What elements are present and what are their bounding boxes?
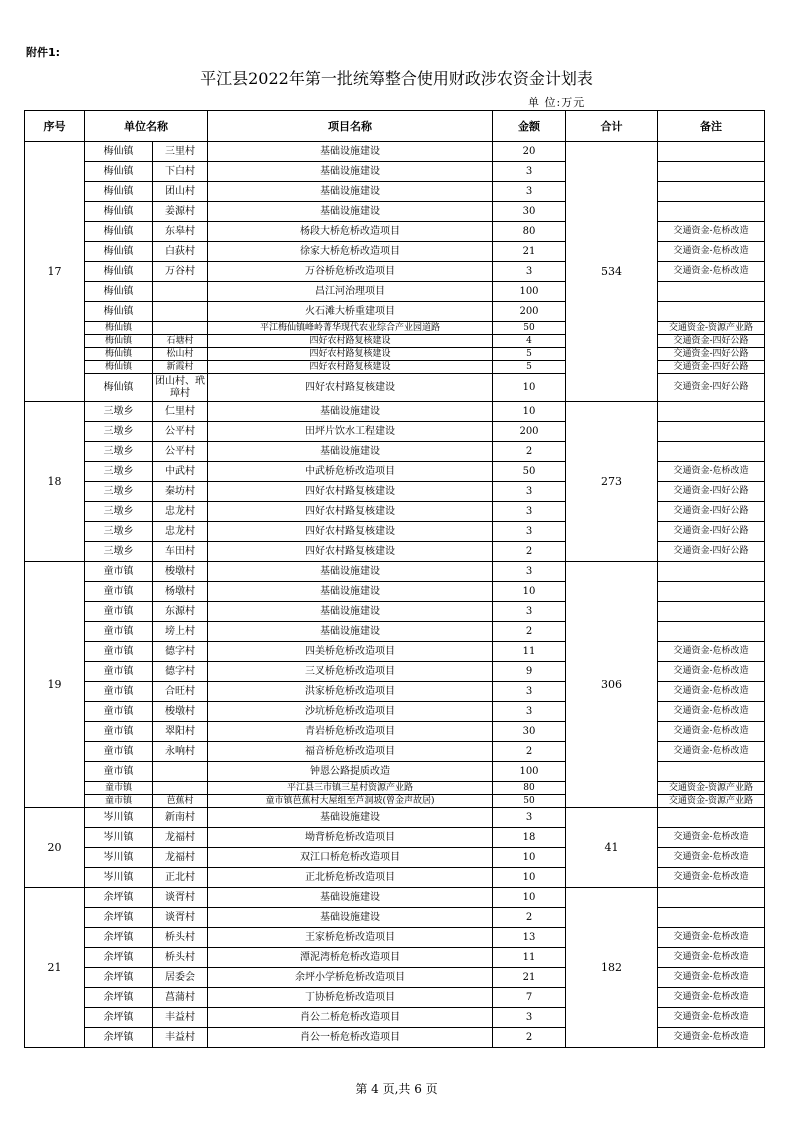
row-town: 三墩乡 bbox=[85, 522, 153, 542]
row-village bbox=[153, 302, 208, 322]
row-project: 昌江河治理项目 bbox=[208, 282, 493, 302]
row-note: 交通资金-危桥改造 bbox=[658, 462, 765, 482]
row-note: 交通资金-危桥改造 bbox=[658, 642, 765, 662]
row-note bbox=[658, 622, 765, 642]
row-project: 肖公二桥危桥改造项目 bbox=[208, 1008, 493, 1028]
table-body bbox=[25, 142, 765, 1048]
row-amount: 2 bbox=[493, 442, 566, 462]
row-town: 余坪镇 bbox=[85, 968, 153, 988]
row-town: 梅仙镇 bbox=[85, 242, 153, 262]
row-village: 梭墩村 bbox=[153, 562, 208, 582]
row-village: 丰益村 bbox=[153, 1028, 208, 1048]
row-project: 基础设施建设 bbox=[208, 622, 493, 642]
row-project: 潭泥湾桥危桥改造项目 bbox=[208, 948, 493, 968]
row-note bbox=[658, 602, 765, 622]
row-note bbox=[658, 202, 765, 222]
row-amount: 10 bbox=[493, 402, 566, 422]
row-village: 万谷村 bbox=[153, 262, 208, 282]
row-amount: 21 bbox=[493, 968, 566, 988]
row-amount: 11 bbox=[493, 642, 566, 662]
row-town: 三墩乡 bbox=[85, 502, 153, 522]
row-amount: 3 bbox=[493, 682, 566, 702]
row-note: 交通资金-危桥改造 bbox=[658, 988, 765, 1008]
row-project: 基础设施建设 bbox=[208, 162, 493, 182]
row-note: 交通资金-危桥改造 bbox=[658, 828, 765, 848]
row-amount: 3 bbox=[493, 482, 566, 502]
row-total: 273 bbox=[566, 402, 658, 562]
row-town: 三墩乡 bbox=[85, 422, 153, 442]
row-note: 交通资金-四好公路 bbox=[658, 542, 765, 562]
row-amount: 10 bbox=[493, 848, 566, 868]
row-project: 基础设施建设 bbox=[208, 182, 493, 202]
row-project: 福音桥危桥改造项目 bbox=[208, 742, 493, 762]
row-project: 基础设施建设 bbox=[208, 808, 493, 828]
row-town: 梅仙镇 bbox=[85, 282, 153, 302]
row-seq: 18 bbox=[25, 402, 85, 562]
row-village: 姜源村 bbox=[153, 202, 208, 222]
row-village: 合旺村 bbox=[153, 682, 208, 702]
row-project: 基础设施建设 bbox=[208, 402, 493, 422]
row-village bbox=[153, 322, 208, 335]
row-town: 梅仙镇 bbox=[85, 262, 153, 282]
row-amount: 3 bbox=[493, 808, 566, 828]
table-row bbox=[25, 562, 765, 582]
row-village: 石塘村 bbox=[153, 335, 208, 348]
row-project: 四好农村路复核建设 bbox=[208, 348, 493, 361]
row-amount: 2 bbox=[493, 622, 566, 642]
row-village: 桥头村 bbox=[153, 928, 208, 948]
row-town: 余坪镇 bbox=[85, 928, 153, 948]
row-amount: 7 bbox=[493, 988, 566, 1008]
row-town: 三墩乡 bbox=[85, 462, 153, 482]
row-note bbox=[658, 888, 765, 908]
row-note: 交通资金-四好公路 bbox=[658, 335, 765, 348]
row-project: 中武桥危桥改造项目 bbox=[208, 462, 493, 482]
row-village: 白荻村 bbox=[153, 242, 208, 262]
row-town: 童市镇 bbox=[85, 662, 153, 682]
row-town: 梅仙镇 bbox=[85, 142, 153, 162]
row-village: 翠阳村 bbox=[153, 722, 208, 742]
row-village: 仁里村 bbox=[153, 402, 208, 422]
row-note bbox=[658, 442, 765, 462]
row-town: 三墩乡 bbox=[85, 402, 153, 422]
row-amount: 100 bbox=[493, 282, 566, 302]
row-town: 余坪镇 bbox=[85, 888, 153, 908]
row-note: 交通资金-危桥改造 bbox=[658, 868, 765, 888]
row-village: 谈胥村 bbox=[153, 888, 208, 908]
row-project: 火石滩大桥重建项目 bbox=[208, 302, 493, 322]
row-town: 三墩乡 bbox=[85, 542, 153, 562]
row-amount: 3 bbox=[493, 262, 566, 282]
row-note: 交通资金-四好公路 bbox=[658, 482, 765, 502]
row-note bbox=[658, 762, 765, 782]
row-note: 交通资金-资源产业路 bbox=[658, 322, 765, 335]
unit-label: 单 位:万元 bbox=[528, 96, 586, 109]
row-village: 德字村 bbox=[153, 662, 208, 682]
row-town: 童市镇 bbox=[85, 582, 153, 602]
row-village: 团山村、玳璋村 bbox=[153, 374, 208, 402]
row-amount: 80 bbox=[493, 782, 566, 795]
row-village: 松山村 bbox=[153, 348, 208, 361]
row-amount: 3 bbox=[493, 182, 566, 202]
row-project: 双江口桥危桥改造项目 bbox=[208, 848, 493, 868]
row-amount: 18 bbox=[493, 828, 566, 848]
row-project: 四好农村路复核建设 bbox=[208, 542, 493, 562]
row-village: 秦坊村 bbox=[153, 482, 208, 502]
row-note bbox=[658, 162, 765, 182]
row-note: 交通资金-四好公路 bbox=[658, 502, 765, 522]
row-total: 534 bbox=[566, 142, 658, 402]
row-amount: 13 bbox=[493, 928, 566, 948]
row-project: 坳背桥危桥改造项目 bbox=[208, 828, 493, 848]
row-amount: 200 bbox=[493, 302, 566, 322]
row-project: 余坪小学桥危桥改造项目 bbox=[208, 968, 493, 988]
row-project: 青岩桥危桥改造项目 bbox=[208, 722, 493, 742]
row-town: 梅仙镇 bbox=[85, 222, 153, 242]
header-project: 项目名称 bbox=[208, 111, 493, 142]
row-project: 四好农村路复核建设 bbox=[208, 522, 493, 542]
row-project: 三叉桥危桥改造项目 bbox=[208, 662, 493, 682]
row-village bbox=[153, 762, 208, 782]
row-total: 41 bbox=[566, 808, 658, 888]
row-town: 梅仙镇 bbox=[85, 322, 153, 335]
row-town: 三墩乡 bbox=[85, 482, 153, 502]
table-row bbox=[25, 142, 765, 162]
row-project: 四好农村路复核建设 bbox=[208, 335, 493, 348]
row-amount: 11 bbox=[493, 948, 566, 968]
row-amount: 4 bbox=[493, 335, 566, 348]
row-project: 田坪片饮水工程建设 bbox=[208, 422, 493, 442]
row-project: 童市镇芭蕉村大屋组至芦洞坡(曾金声故居) bbox=[208, 795, 493, 808]
page-footer: 第 4 页,共 6 页 bbox=[355, 1082, 438, 1096]
row-note: 交通资金-危桥改造 bbox=[658, 928, 765, 948]
row-village: 中武村 bbox=[153, 462, 208, 482]
fund-plan-table bbox=[24, 110, 765, 1048]
row-village: 居委会 bbox=[153, 968, 208, 988]
row-town: 岑川镇 bbox=[85, 828, 153, 848]
row-town: 梅仙镇 bbox=[85, 348, 153, 361]
row-project: 肖公一桥危桥改造项目 bbox=[208, 1028, 493, 1048]
row-village: 车田村 bbox=[153, 542, 208, 562]
row-project: 基础设施建设 bbox=[208, 562, 493, 582]
row-village: 下白村 bbox=[153, 162, 208, 182]
header-total: 合计 bbox=[566, 111, 658, 142]
row-town: 童市镇 bbox=[85, 762, 153, 782]
row-note: 交通资金-危桥改造 bbox=[658, 242, 765, 262]
row-town: 梅仙镇 bbox=[85, 162, 153, 182]
row-village: 三里村 bbox=[153, 142, 208, 162]
row-project: 丁协桥危桥改造项目 bbox=[208, 988, 493, 1008]
row-project: 基础设施建设 bbox=[208, 442, 493, 462]
row-village: 塝上村 bbox=[153, 622, 208, 642]
row-amount: 2 bbox=[493, 742, 566, 762]
row-amount: 3 bbox=[493, 562, 566, 582]
row-note bbox=[658, 282, 765, 302]
row-note: 交通资金-危桥改造 bbox=[658, 968, 765, 988]
row-note bbox=[658, 402, 765, 422]
header-note: 备注 bbox=[658, 111, 765, 142]
row-note bbox=[658, 562, 765, 582]
row-amount: 2 bbox=[493, 908, 566, 928]
row-project: 基础设施建设 bbox=[208, 888, 493, 908]
row-town: 童市镇 bbox=[85, 562, 153, 582]
row-note: 交通资金-危桥改造 bbox=[658, 1008, 765, 1028]
row-seq: 20 bbox=[25, 808, 85, 888]
row-amount: 30 bbox=[493, 722, 566, 742]
row-village: 东皋村 bbox=[153, 222, 208, 242]
row-note bbox=[658, 422, 765, 442]
row-amount: 3 bbox=[493, 1008, 566, 1028]
header-seq: 序号 bbox=[25, 111, 85, 142]
row-total: 182 bbox=[566, 888, 658, 1048]
row-town: 童市镇 bbox=[85, 622, 153, 642]
row-amount: 5 bbox=[493, 348, 566, 361]
row-note bbox=[658, 182, 765, 202]
row-project: 万谷桥危桥改造项目 bbox=[208, 262, 493, 282]
row-note: 交通资金-危桥改造 bbox=[658, 222, 765, 242]
row-amount: 10 bbox=[493, 888, 566, 908]
row-amount: 200 bbox=[493, 422, 566, 442]
row-town: 童市镇 bbox=[85, 782, 153, 795]
row-village: 谈胥村 bbox=[153, 908, 208, 928]
table-row bbox=[25, 888, 765, 908]
row-project: 四美桥危桥改造项目 bbox=[208, 642, 493, 662]
row-town: 岑川镇 bbox=[85, 848, 153, 868]
row-town: 梅仙镇 bbox=[85, 361, 153, 374]
row-amount: 3 bbox=[493, 502, 566, 522]
header-amount: 金额 bbox=[493, 111, 566, 142]
row-village: 公平村 bbox=[153, 422, 208, 442]
row-village: 龙福村 bbox=[153, 848, 208, 868]
row-amount: 50 bbox=[493, 462, 566, 482]
table-row bbox=[25, 808, 765, 828]
row-amount: 10 bbox=[493, 582, 566, 602]
row-village: 正北村 bbox=[153, 868, 208, 888]
row-village bbox=[153, 782, 208, 795]
row-town: 童市镇 bbox=[85, 795, 153, 808]
row-town: 余坪镇 bbox=[85, 988, 153, 1008]
row-village: 新霞村 bbox=[153, 361, 208, 374]
row-project: 四好农村路复核建设 bbox=[208, 374, 493, 402]
row-seq: 17 bbox=[25, 142, 85, 402]
row-amount: 9 bbox=[493, 662, 566, 682]
row-amount: 5 bbox=[493, 361, 566, 374]
row-note: 交通资金-危桥改造 bbox=[658, 262, 765, 282]
row-note: 交通资金-危桥改造 bbox=[658, 742, 765, 762]
row-total: 306 bbox=[566, 562, 658, 808]
row-note: 交通资金-危桥改造 bbox=[658, 662, 765, 682]
row-project: 四好农村路复核建设 bbox=[208, 482, 493, 502]
row-town: 梅仙镇 bbox=[85, 182, 153, 202]
row-amount: 3 bbox=[493, 702, 566, 722]
row-town: 童市镇 bbox=[85, 602, 153, 622]
row-note: 交通资金-四好公路 bbox=[658, 374, 765, 402]
row-project: 四好农村路复核建设 bbox=[208, 361, 493, 374]
row-project: 平江梅仙镇峰岭菁华现代农业综合产业园道路 bbox=[208, 322, 493, 335]
row-note: 交通资金-危桥改造 bbox=[658, 702, 765, 722]
row-project: 正北桥危桥改造项目 bbox=[208, 868, 493, 888]
table-row bbox=[25, 402, 765, 422]
row-note bbox=[658, 142, 765, 162]
row-town: 梅仙镇 bbox=[85, 202, 153, 222]
row-village: 龙福村 bbox=[153, 828, 208, 848]
row-town: 余坪镇 bbox=[85, 1028, 153, 1048]
row-amount: 20 bbox=[493, 142, 566, 162]
row-note: 交通资金-危桥改造 bbox=[658, 948, 765, 968]
attachment-label: 附件1: bbox=[26, 46, 61, 59]
row-town: 余坪镇 bbox=[85, 948, 153, 968]
row-seq: 19 bbox=[25, 562, 85, 808]
row-note: 交通资金-危桥改造 bbox=[658, 722, 765, 742]
row-project: 基础设施建设 bbox=[208, 142, 493, 162]
row-town: 梅仙镇 bbox=[85, 335, 153, 348]
header-unit: 单位名称 bbox=[85, 111, 208, 142]
row-project: 徐家大桥危桥改造项目 bbox=[208, 242, 493, 262]
row-town: 童市镇 bbox=[85, 702, 153, 722]
row-amount: 10 bbox=[493, 374, 566, 402]
row-village: 团山村 bbox=[153, 182, 208, 202]
row-project: 平江县三市镇三星村资源产业路 bbox=[208, 782, 493, 795]
row-village: 菖蒲村 bbox=[153, 988, 208, 1008]
row-project: 沙坑桥危桥改造项目 bbox=[208, 702, 493, 722]
row-town: 童市镇 bbox=[85, 742, 153, 762]
row-project: 杨段大桥危桥改造项目 bbox=[208, 222, 493, 242]
row-village: 忠龙村 bbox=[153, 522, 208, 542]
row-village: 桥头村 bbox=[153, 948, 208, 968]
row-project: 钟恩公路提质改造 bbox=[208, 762, 493, 782]
row-project: 洪家桥危桥改造项目 bbox=[208, 682, 493, 702]
row-amount: 100 bbox=[493, 762, 566, 782]
row-note bbox=[658, 908, 765, 928]
row-town: 岑川镇 bbox=[85, 808, 153, 828]
page-title: 平江县2022年第一批统筹整合使用财政涉农资金计划表 bbox=[200, 69, 593, 88]
row-village: 公平村 bbox=[153, 442, 208, 462]
row-town: 三墩乡 bbox=[85, 442, 153, 462]
row-project: 基础设施建设 bbox=[208, 602, 493, 622]
row-village: 芭蕉村 bbox=[153, 795, 208, 808]
row-note: 交通资金-危桥改造 bbox=[658, 1028, 765, 1048]
row-town: 余坪镇 bbox=[85, 1008, 153, 1028]
row-note: 交通资金-危桥改造 bbox=[658, 848, 765, 868]
row-note: 交通资金-四好公路 bbox=[658, 348, 765, 361]
row-note: 交通资金-资源产业路 bbox=[658, 782, 765, 795]
row-note bbox=[658, 302, 765, 322]
row-amount: 50 bbox=[493, 322, 566, 335]
row-town: 童市镇 bbox=[85, 642, 153, 662]
row-amount: 30 bbox=[493, 202, 566, 222]
row-town: 岑川镇 bbox=[85, 868, 153, 888]
row-town: 余坪镇 bbox=[85, 908, 153, 928]
row-note: 交通资金-四好公路 bbox=[658, 522, 765, 542]
row-seq: 21 bbox=[25, 888, 85, 1048]
row-town: 童市镇 bbox=[85, 682, 153, 702]
row-amount: 80 bbox=[493, 222, 566, 242]
row-note: 交通资金-危桥改造 bbox=[658, 682, 765, 702]
row-town: 梅仙镇 bbox=[85, 374, 153, 402]
row-village: 东源村 bbox=[153, 602, 208, 622]
row-village: 梭墩村 bbox=[153, 702, 208, 722]
row-note: 交通资金-四好公路 bbox=[658, 361, 765, 374]
header-row bbox=[25, 111, 765, 142]
row-amount: 21 bbox=[493, 242, 566, 262]
row-amount: 2 bbox=[493, 1028, 566, 1048]
row-village bbox=[153, 282, 208, 302]
row-amount: 3 bbox=[493, 602, 566, 622]
row-project: 基础设施建设 bbox=[208, 908, 493, 928]
row-amount: 3 bbox=[493, 162, 566, 182]
row-town: 童市镇 bbox=[85, 722, 153, 742]
row-village: 杨墩村 bbox=[153, 582, 208, 602]
row-amount: 10 bbox=[493, 868, 566, 888]
row-amount: 2 bbox=[493, 542, 566, 562]
row-note bbox=[658, 808, 765, 828]
row-amount: 3 bbox=[493, 522, 566, 542]
row-town: 梅仙镇 bbox=[85, 302, 153, 322]
row-village: 永响村 bbox=[153, 742, 208, 762]
row-village: 德字村 bbox=[153, 642, 208, 662]
row-amount: 50 bbox=[493, 795, 566, 808]
row-note: 交通资金-资源产业路 bbox=[658, 795, 765, 808]
row-project: 王家桥危桥改造项目 bbox=[208, 928, 493, 948]
row-project: 四好农村路复核建设 bbox=[208, 502, 493, 522]
row-village: 忠龙村 bbox=[153, 502, 208, 522]
row-project: 基础设施建设 bbox=[208, 582, 493, 602]
row-village: 丰益村 bbox=[153, 1008, 208, 1028]
row-project: 基础设施建设 bbox=[208, 202, 493, 222]
row-note bbox=[658, 582, 765, 602]
row-village: 新南村 bbox=[153, 808, 208, 828]
